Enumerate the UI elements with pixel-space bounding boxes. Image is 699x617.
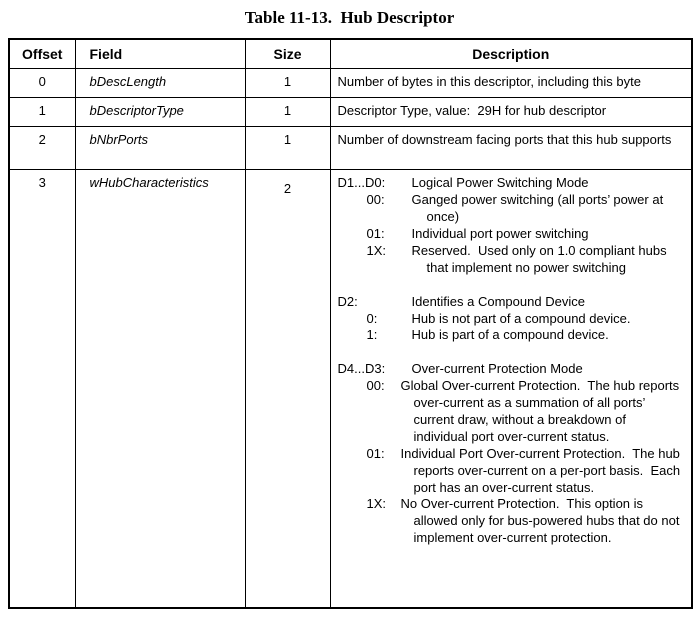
- bit-value-label: 1:: [366, 327, 378, 343]
- hub-descriptor-table: [8, 38, 693, 609]
- bit-value-text: Individual port power switching: [411, 225, 589, 241]
- section-heading-text: Identifies a Compound Device: [411, 293, 585, 309]
- size-cell: 2: [245, 170, 330, 608]
- column-header-size: Size: [245, 39, 330, 69]
- bit-value-text: Hub is part of a compound device.: [411, 327, 609, 343]
- field-cell: wHubCharacteristics: [75, 170, 245, 608]
- row-bnbrports: [9, 127, 692, 170]
- bit-value-label: 1X:: [366, 496, 387, 512]
- bit-value-item: [367, 243, 684, 277]
- bit-value-text: No Over-current Protection. This option is allowed only for bus-powered hubs that do not implement over-current protection.: [400, 496, 684, 546]
- page-title: Table 11-13. Hub Descriptor: [244, 8, 455, 27]
- bit-value-text: Ganged power switching (all ports’ power at once): [411, 192, 667, 225]
- section-heading: [338, 175, 684, 192]
- section-heading: [338, 294, 684, 311]
- field-cell: bNbrPorts: [75, 127, 245, 170]
- header-row: [9, 39, 692, 69]
- section-heading: [338, 361, 684, 378]
- size-cell: 1: [245, 69, 330, 98]
- section-heading-text: Logical Power Switching Mode: [411, 175, 589, 191]
- field-cell: bDescriptorType: [75, 98, 245, 127]
- bit-value-text: Global Over-current Protection. The hub reports over-current as a summation of all ports’ current draw, without a breakdown of individual port over-current status.: [400, 378, 683, 444]
- section-logical-power-switching-mode: [338, 175, 684, 276]
- bit-value-item: [367, 378, 684, 446]
- bit-value-label: 01:: [366, 225, 385, 241]
- row-bdescriptortype: [9, 98, 692, 127]
- column-header-field: Field: [75, 39, 245, 69]
- description-cell: [330, 170, 692, 608]
- column-header-description: Description: [330, 39, 692, 69]
- bit-value-label: 00:: [366, 378, 385, 394]
- size-cell: 1: [245, 127, 330, 170]
- bit-value-text: Reserved. Used only on 1.0 compliant hubs that implement no power switching: [411, 242, 671, 275]
- bit-value-item: [367, 226, 684, 243]
- description-text: Descriptor Type, value: 29H for hub descriptor: [337, 103, 607, 119]
- description-text: Number of bytes in this descriptor, including this byte: [337, 74, 641, 90]
- offset-cell: 2: [9, 127, 75, 170]
- row-bdesclength: [9, 69, 692, 98]
- bit-value-label: 1X:: [366, 242, 387, 258]
- offset-cell: 1: [9, 98, 75, 127]
- bit-value-item: [367, 311, 684, 328]
- bit-value-item: [367, 446, 684, 497]
- description-cell: [330, 98, 692, 127]
- section-heading-text: Over-current Protection Mode: [411, 361, 583, 377]
- size-cell: 1: [245, 98, 330, 127]
- field-cell: bDescLength: [75, 69, 245, 98]
- bit-value-text: Hub is not part of a compound device.: [411, 310, 631, 326]
- bitfield-label: D1...D0:: [337, 175, 386, 191]
- description-text: Number of downstream facing ports that this hub supports: [337, 132, 672, 148]
- bit-value-label: 0:: [366, 310, 378, 326]
- bitfield-label: D4...D3:: [337, 361, 386, 377]
- bit-value-item: [367, 192, 684, 226]
- section-over-current-protection-mode: [338, 361, 684, 547]
- section-compound-device: [338, 294, 684, 345]
- bit-value-item: [367, 327, 684, 344]
- column-header-offset: Offset: [9, 39, 75, 69]
- offset-cell: 3: [9, 170, 75, 608]
- row-whubcharacteristics: [9, 170, 692, 608]
- bit-value-item: [367, 496, 684, 547]
- bit-value-label: 01:: [366, 445, 385, 461]
- bitfield-label: D2:: [337, 293, 358, 309]
- offset-cell: 0: [9, 69, 75, 98]
- bit-value-text: Individual Port Over-current Protection. The hub reports over-current on a per-port basis. Each port has an over-current status.: [400, 445, 684, 495]
- description-cell: [330, 69, 692, 98]
- description-cell: [330, 127, 692, 170]
- bit-value-label: 00:: [366, 192, 385, 208]
